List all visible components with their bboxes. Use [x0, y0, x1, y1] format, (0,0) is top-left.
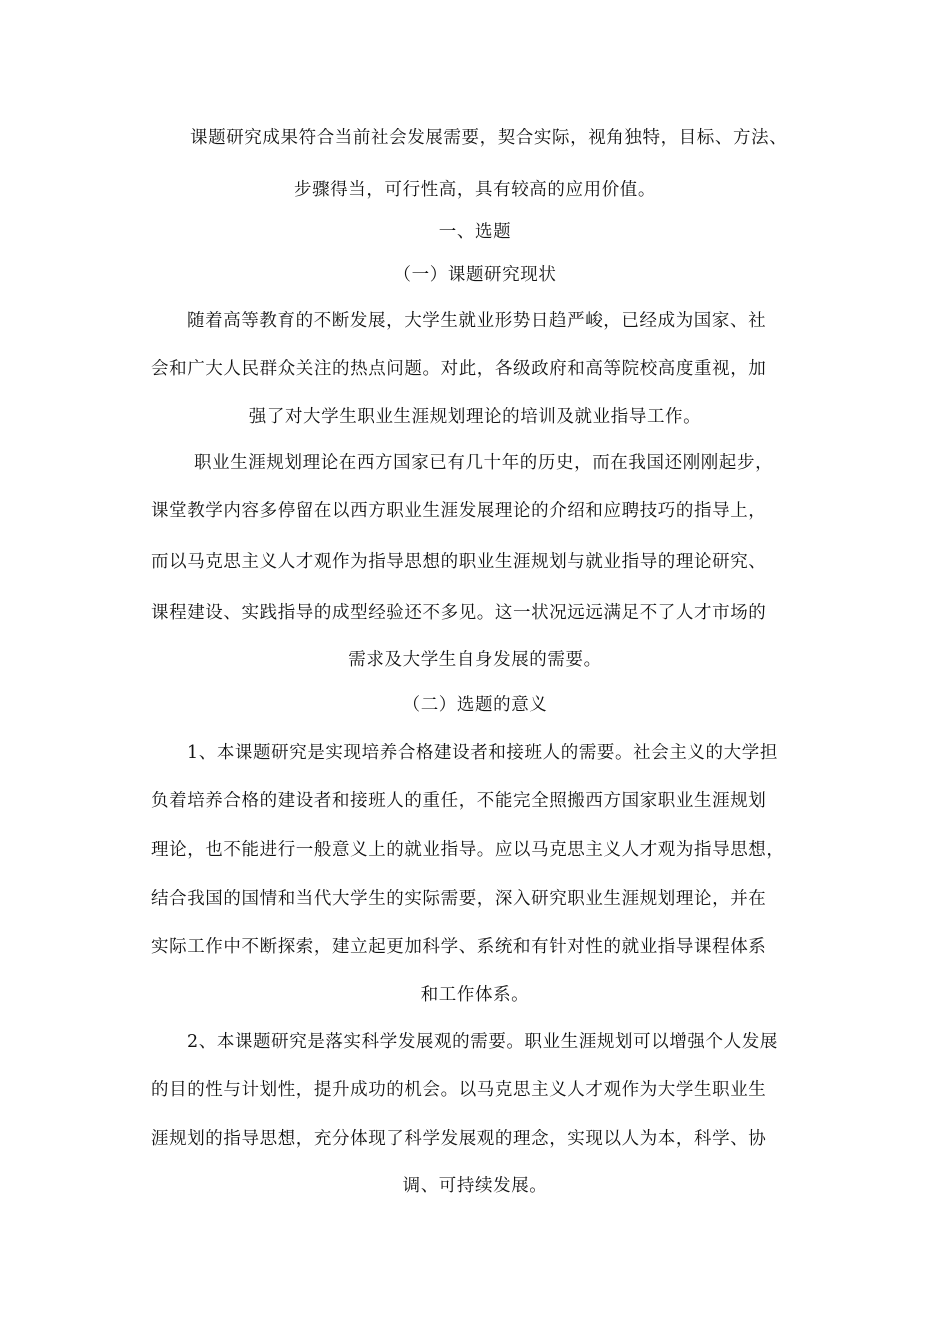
paragraph-3-line-5: 实际工作中不断探索，建立起更加科学、系统和有针对性的就业指导课程体系 [151, 937, 767, 957]
paragraph-2-line-1: 职业生涯规划理论在西方国家已有几十年的历史，而在我国还刚刚起步， [194, 453, 774, 473]
intro-line-1: 课题研究成果符合当前社会发展需要，契合实际，视角独特，目标、方法、 [190, 128, 788, 148]
paragraph-2-line-2: 课堂教学内容多停留在以西方职业生涯发展理论的介绍和应聘技巧的指导上， [151, 501, 767, 521]
intro-line-2: 步骤得当，可行性高，具有较高的应用价值。 [294, 180, 656, 200]
paragraph-4-line-3: 涯规划的指导思想，充分体现了科学发展观的理念，实现以人为本，科学、协 [151, 1129, 767, 1149]
paragraph-3-line-4: 结合我国的国情和当代大学生的实际需要，深入研究职业生涯规划理论，并在 [151, 889, 767, 909]
paragraph-1-line-1: 随着高等教育的不断发展，大学生就业形势日趋严峻，已经成为国家、社 [187, 311, 767, 331]
paragraph-3-line-3: 理论，也不能进行一般意义上的就业指导。应以马克思主义人才观为指导思想， [151, 840, 785, 860]
subheading-topic-significance: （二）选题的意义 [402, 695, 548, 715]
paragraph-2-line-5: 需求及大学生自身发展的需要。 [348, 650, 602, 670]
paragraph-4-line-2: 的目的性与计划性，提升成功的机会。以马克思主义人才观作为大学生职业生 [151, 1080, 767, 1100]
paragraph-4-line-4: 调、可持续发展。 [402, 1176, 548, 1196]
paragraph-3-line-6: 和工作体系。 [420, 985, 530, 1005]
paragraph-3-line-2: 负着培养合格的建设者和接班人的重任，不能完全照搬西方国家职业生涯规划 [151, 791, 767, 811]
paragraph-3-line-1: 1、本课题研究是实现培养合格建设者和接班人的需要。社会主义的大学担 [187, 743, 778, 763]
paragraph-2-line-3: 而以马克思主义人才观作为指导思想的职业生涯规划与就业指导的理论研究、 [151, 552, 767, 572]
paragraph-4-line-1: 2、本课题研究是落实科学发展观的需要。职业生涯规划可以增强个人发展 [187, 1032, 778, 1052]
subheading-research-status: （一）课题研究现状 [393, 265, 557, 285]
paragraph-1-line-3: 强了对大学生职业生涯规划理论的培训及就业指导工作。 [248, 407, 702, 427]
section-heading-topic: 一、选题 [438, 222, 512, 242]
paragraph-2-line-4: 课程建设、实践指导的成型经验还不多见。这一状况远远满足不了人才市场的 [151, 603, 767, 623]
paragraph-1-line-2: 会和广大人民群众关注的热点问题。对此，各级政府和高等院校高度重视，加 [151, 359, 767, 379]
